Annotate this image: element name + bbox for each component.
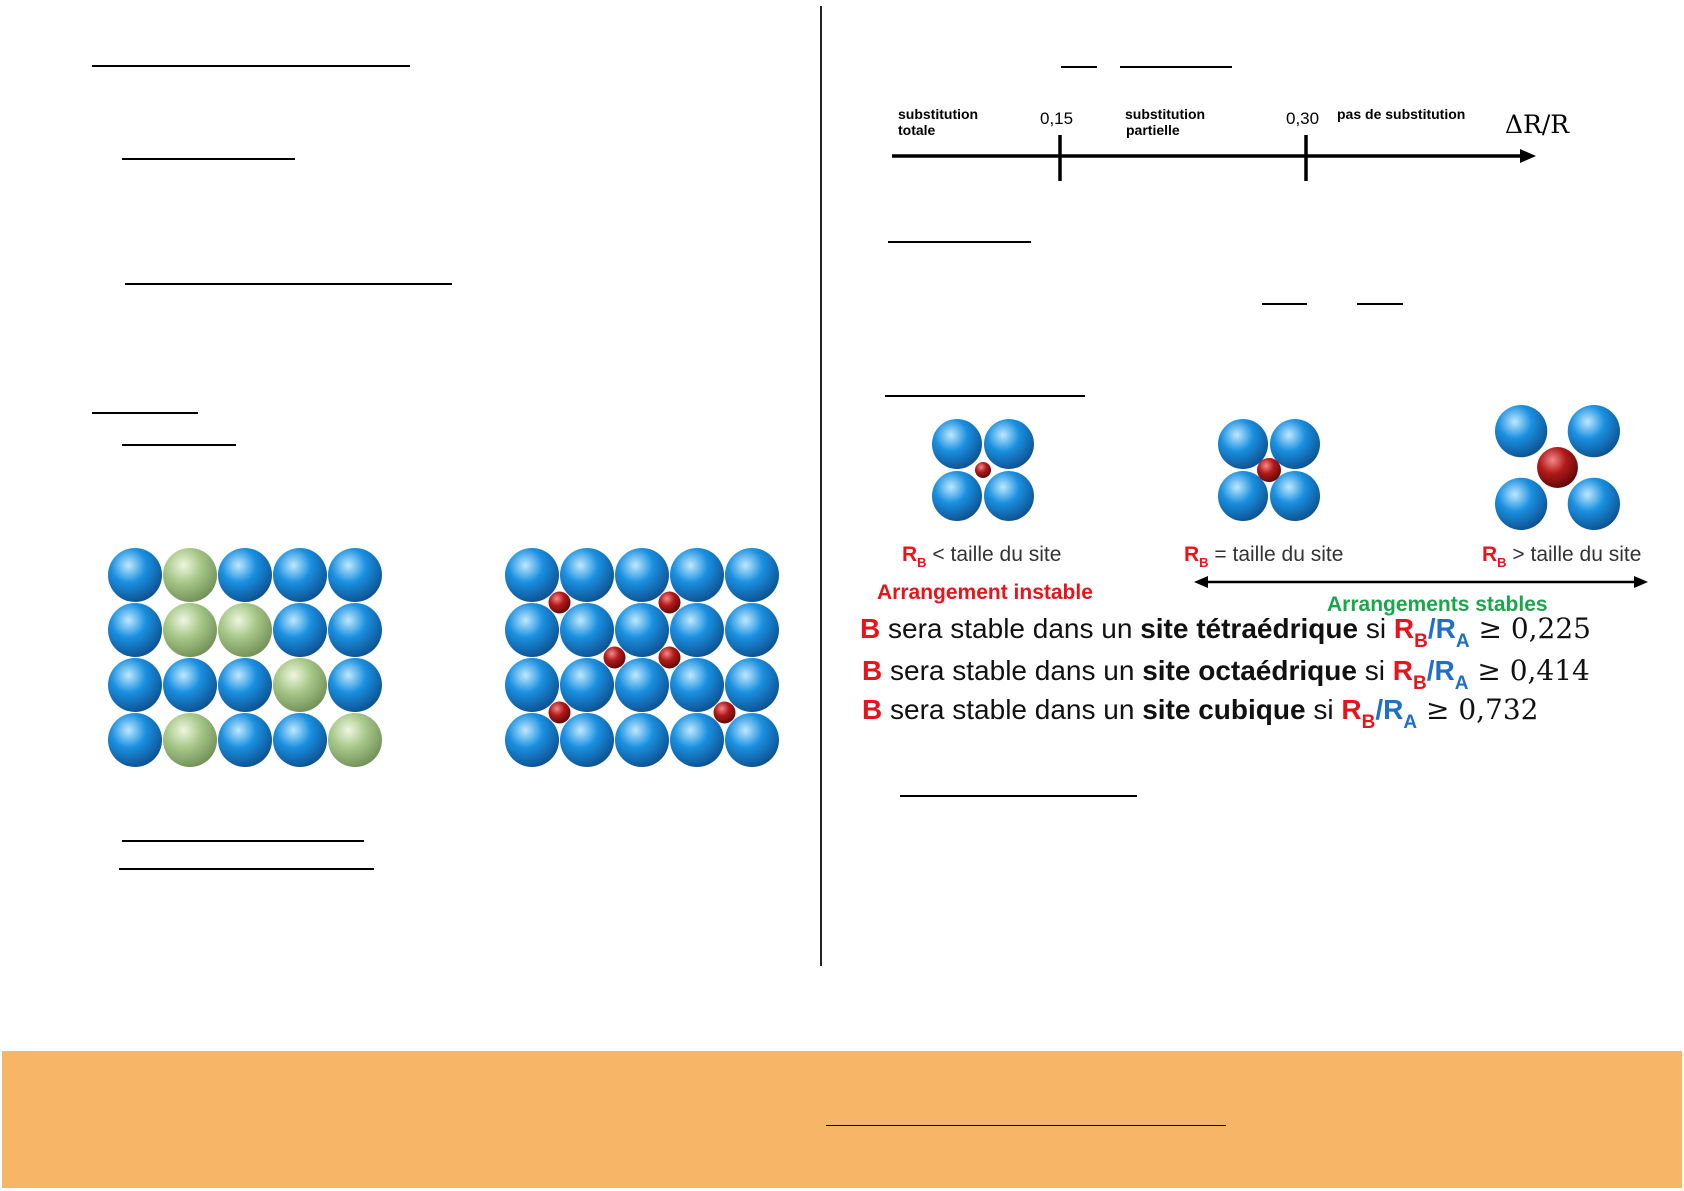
radius-subscript: B [1497, 555, 1507, 570]
radius-symbol: R [1482, 543, 1498, 566]
radius-symbol: R [1341, 694, 1362, 725]
host-atom [670, 548, 724, 602]
rule-atom: B [860, 613, 881, 644]
caption-text: < taille du site [932, 543, 1062, 566]
blank-inline-line [1262, 303, 1307, 305]
host-atom [725, 548, 779, 602]
host-atom [218, 548, 272, 602]
rule-si: si [1364, 655, 1385, 686]
zone-label: substitution [1125, 106, 1206, 122]
host-atom [108, 713, 162, 767]
solute-atom [328, 713, 382, 767]
host-atom [505, 603, 559, 657]
radius-symbol: R [1393, 613, 1415, 644]
ratio-slash: / [1375, 694, 1384, 725]
host-atom [505, 658, 559, 712]
rule-si: si [1365, 613, 1387, 644]
interstitial-atom [714, 702, 736, 724]
blank-subheading-line [888, 241, 1031, 243]
radius-subscript: B [1414, 631, 1428, 652]
host-atom [615, 603, 669, 657]
rule-site: site tétraédrique [1140, 613, 1359, 644]
blank-footer-line [826, 1125, 1226, 1126]
stable-range-arrowhead-right [1634, 576, 1648, 588]
host-atom [1270, 419, 1320, 469]
radius-symbol: R [1434, 655, 1455, 686]
site-caption [902, 543, 1061, 570]
radius-symbol: R [1435, 613, 1456, 644]
solute-atom [273, 658, 327, 712]
rule-atom: B [862, 655, 883, 686]
guest-atom [975, 462, 991, 478]
radius-subscript: A [1454, 673, 1469, 694]
zone-label: totale [898, 122, 936, 138]
host-atom [218, 713, 272, 767]
host-atom [108, 603, 162, 657]
host-atom [1218, 471, 1268, 521]
host-atom [984, 471, 1034, 521]
host-atom [615, 658, 669, 712]
stable-range-arrowhead-left [1194, 576, 1208, 588]
radius-subscript: B [1361, 712, 1376, 733]
site-caption [1482, 543, 1641, 570]
rule-ratio: ≥ 0,225 [1469, 612, 1591, 645]
zone-label: substitution [898, 106, 979, 122]
stability-annotations [850, 535, 1670, 750]
arrangement-stable-label: Arrangements stables [1327, 593, 1548, 616]
host-atom [984, 419, 1034, 469]
scale-arrowhead [1520, 149, 1536, 163]
rule-site: site cubique [1142, 694, 1306, 725]
blank-subheading-line [125, 283, 452, 285]
radius-symbol: R [1184, 543, 1200, 566]
host-atom [725, 658, 779, 712]
blank-heading-line [92, 65, 410, 67]
radius-symbol: R [1383, 694, 1404, 725]
host-atom [1495, 478, 1547, 530]
blank-subheading-line [900, 795, 1137, 797]
substitutional-lattice-figure [105, 545, 395, 785]
radius-subscript: B [917, 555, 927, 570]
site-caption [1184, 543, 1343, 570]
host-atom [163, 658, 217, 712]
host-atom [670, 658, 724, 712]
host-atom [328, 658, 382, 712]
host-atom [725, 713, 779, 767]
guest-atom [1537, 447, 1578, 488]
host-atom [1218, 419, 1268, 469]
ratio-slash: / [1426, 655, 1435, 686]
interstitial-atom [549, 702, 571, 724]
host-atom [560, 603, 614, 657]
blank-caption-line [122, 840, 364, 842]
zone-label: pas de substitution [1337, 106, 1466, 122]
host-atom [932, 471, 982, 521]
radius-subscript: A [1455, 631, 1470, 652]
host-atom [615, 713, 669, 767]
host-atom [615, 548, 669, 602]
radius-subscript: B [1199, 555, 1209, 570]
host-atom [273, 603, 327, 657]
interstitial-atom [604, 647, 626, 669]
host-atom [108, 548, 162, 602]
radius-symbol: R [902, 543, 918, 566]
blank-heading-line [1061, 66, 1097, 68]
host-atom [1568, 405, 1620, 457]
rule-atom: B [862, 694, 883, 725]
blank-section-line [92, 412, 198, 414]
rule-site: site octaédrique [1142, 655, 1357, 686]
blank-inline-line [1357, 303, 1403, 305]
guest-atom [1257, 458, 1281, 482]
substitution-scale [880, 95, 1600, 195]
radius-subscript: B [1412, 673, 1427, 694]
scale-tick-label: 0,30 [1286, 109, 1320, 128]
scale-tick-label: 0,15 [1040, 109, 1074, 128]
solute-atom [163, 713, 217, 767]
caption-text: = taille du site [1214, 543, 1344, 566]
host-atom [328, 548, 382, 602]
host-atom [670, 713, 724, 767]
ratio-slash: / [1427, 613, 1436, 644]
blank-heading-line [1120, 66, 1232, 68]
solute-atom [163, 603, 217, 657]
caption-text: > taille du site [1512, 543, 1642, 566]
rule-pre: sera stable dans un [890, 694, 1135, 725]
rule-ratio: ≥ 0,414 [1468, 654, 1590, 687]
solute-atom [218, 603, 272, 657]
site-illustration-equal [1214, 415, 1324, 525]
zone-label: partielle [1126, 122, 1180, 138]
radius-symbol: R [1392, 655, 1413, 686]
stability-rule [862, 654, 1590, 694]
rule-pre: sera stable dans un [890, 655, 1135, 686]
host-atom [505, 548, 559, 602]
host-atom [1270, 471, 1320, 521]
rule-si: si [1313, 694, 1334, 725]
blank-subheading-line [122, 158, 295, 160]
interstitial-atom [549, 592, 571, 614]
interstitial-atom [659, 647, 681, 669]
footer-band [2, 1051, 1682, 1188]
rule-pre: sera stable dans un [888, 613, 1133, 644]
stability-rule [862, 693, 1539, 733]
site-illustration-large [1495, 405, 1620, 530]
blank-subheading-line [122, 444, 236, 446]
solute-atom [163, 548, 217, 602]
arrangement-unstable-label: Arrangement instable [877, 581, 1093, 604]
host-atom [932, 419, 982, 469]
blank-subheading-line [885, 395, 1085, 397]
interstitial-lattice-figure [502, 545, 792, 785]
host-atom [560, 658, 614, 712]
interstitial-atom [659, 592, 681, 614]
site-illustration-small [928, 415, 1038, 525]
host-atom [328, 603, 382, 657]
host-atom [670, 603, 724, 657]
host-atom [218, 658, 272, 712]
host-atom [725, 603, 779, 657]
host-atom [273, 713, 327, 767]
column-divider [820, 6, 822, 966]
axis-label: ΔR/R [1505, 110, 1570, 139]
host-atom [1568, 478, 1620, 530]
host-atom [560, 548, 614, 602]
host-atom [273, 548, 327, 602]
rule-ratio: ≥ 0,732 [1417, 693, 1539, 726]
host-atom [1495, 405, 1547, 457]
stability-rule [860, 612, 1591, 652]
host-atom [108, 658, 162, 712]
host-atom [560, 713, 614, 767]
host-atom [505, 713, 559, 767]
radius-subscript: A [1403, 712, 1418, 733]
blank-caption-line [119, 868, 374, 870]
